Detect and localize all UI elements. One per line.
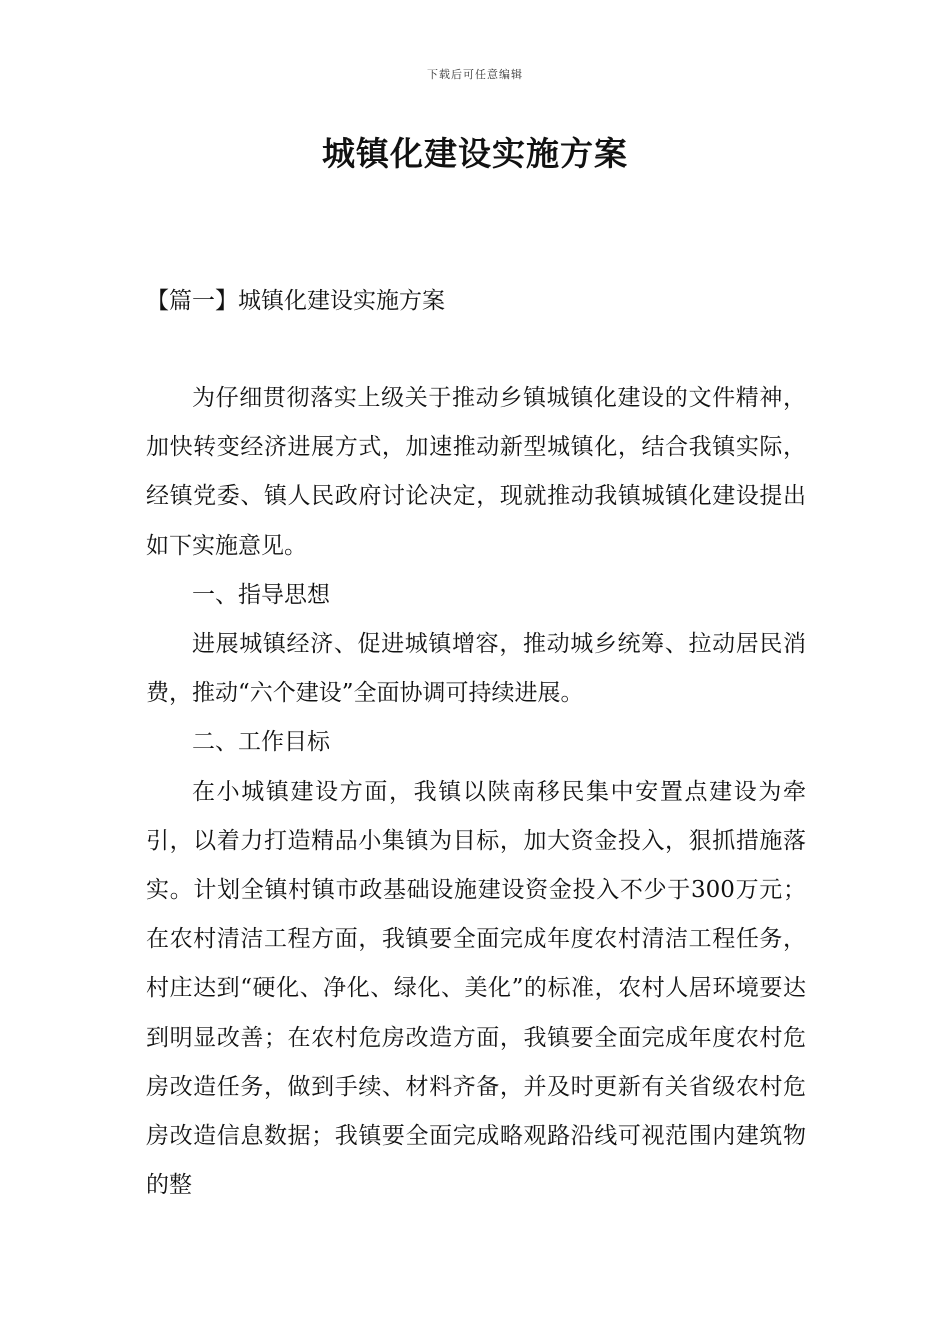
section-heading: 【篇一】城镇化建设实施方案 bbox=[146, 288, 445, 314]
paragraph-intro: 为仔细贯彻落实上级关于推动乡镇城镇化建设的文件精神，加快转变经济进展方式，加速推动新型城镇化，结合我镇实际，经镇党委、镇人民政府讨论决定，现就推动我镇城镇化建设提出如下实施意见。 bbox=[146, 385, 806, 559]
subheading-guiding-ideology: 一、指导思想 bbox=[192, 581, 330, 608]
document-title: 城镇化建设实施方案 bbox=[322, 134, 628, 173]
subheading-work-goals: 二、工作目标 bbox=[192, 729, 330, 756]
paragraph-work-goals: 在小城镇建设方面，我镇以陕南移民集中安置点建设为牵引，以着力打造精品小集镇为目标，加大资金投入，狠抓措施落实。计划全镇村镇市政基础设施建设资金投入不少于300万元；在农村清洁工程方面，我镇要全面完成年度农村清洁工程任务，村庄达到“硬化、净化、绿化、美化”的标准，农村人居环境要达到明显改善；在农村危房改造方面，我镇要全面完成年度农村危房改造任务，做到手续、材料齐备，并及时更新有关省级农村危房改造信息数据；我镇要全面完成略观路沿线可视范围内建筑物的整 bbox=[146, 778, 806, 1199]
document-body bbox=[146, 374, 806, 1210]
header-note: 下载后可任意编辑 bbox=[427, 68, 523, 81]
paragraph-guiding-ideology: 进展城镇经济、促进城镇增容，推动城乡统筹、拉动居民消费，推动“六个建设”全面协调可持续进展。 bbox=[146, 631, 806, 707]
